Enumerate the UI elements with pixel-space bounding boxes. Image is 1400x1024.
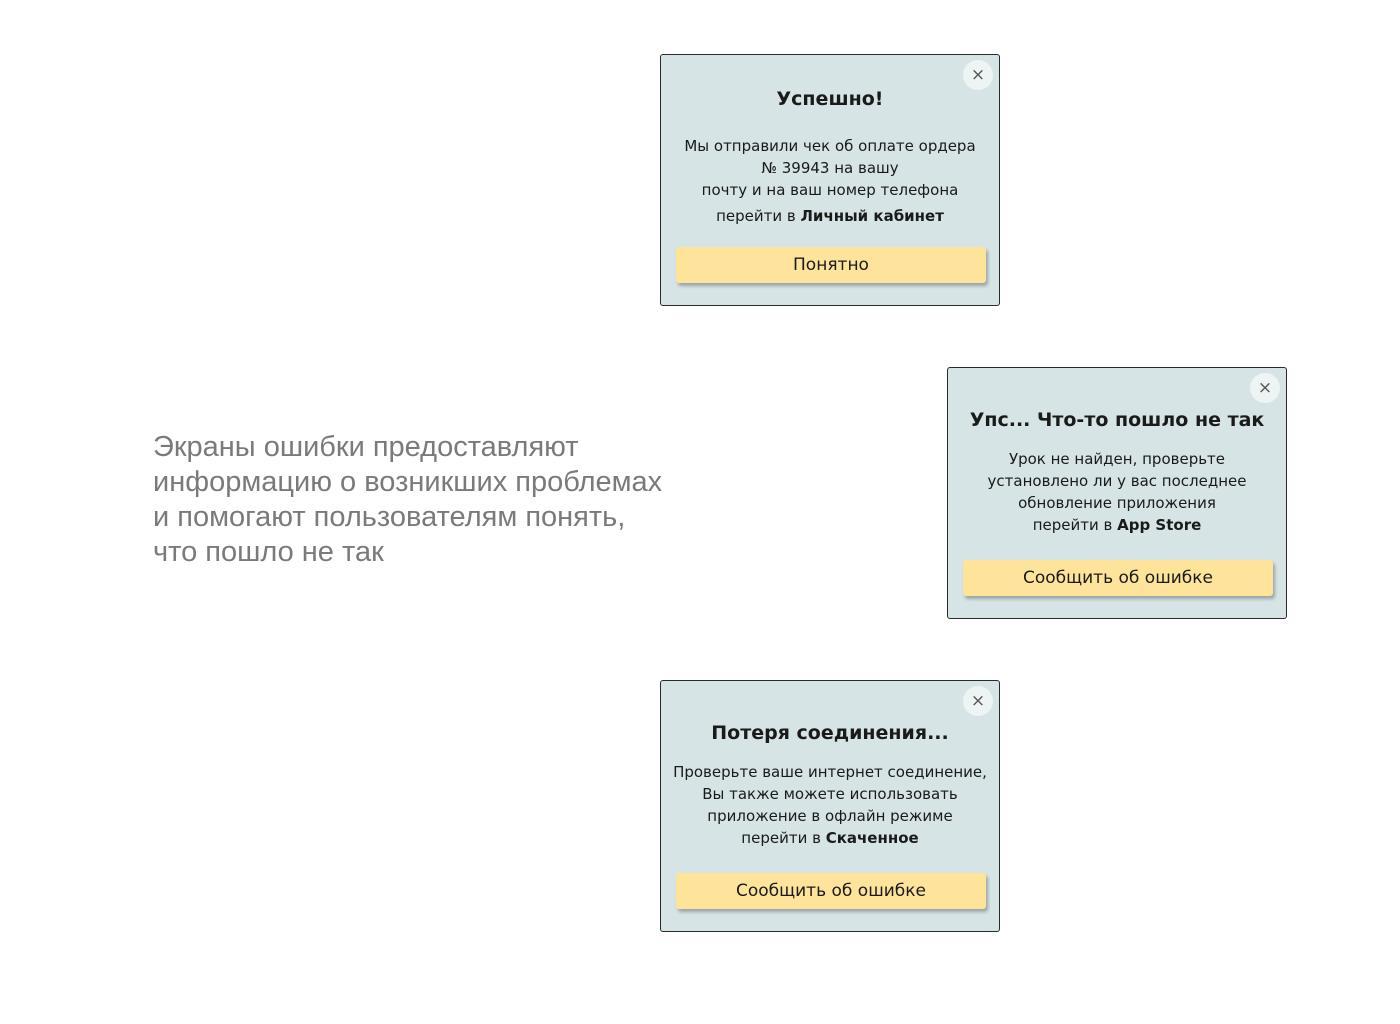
screen-caption bbox=[153, 430, 753, 570]
app-store-link[interactable]: App Store bbox=[1117, 516, 1202, 534]
close-icon[interactable]: × bbox=[963, 686, 993, 716]
account-link[interactable]: Личный кабинет bbox=[800, 207, 944, 225]
error-dialog bbox=[947, 367, 1287, 619]
close-icon[interactable]: × bbox=[963, 60, 993, 90]
link-row bbox=[661, 205, 999, 227]
link-row bbox=[661, 827, 999, 849]
message-line: Мы отправили чек об оплате ордера bbox=[684, 137, 976, 155]
success-dialog bbox=[660, 54, 1000, 306]
message-line: почту и на ваш номер телефона bbox=[701, 181, 959, 199]
report-error-button[interactable]: Сообщить об ошибке bbox=[676, 873, 986, 909]
dialog-message bbox=[661, 135, 999, 227]
downloads-link[interactable]: Скаченное bbox=[825, 829, 919, 847]
close-icon[interactable]: × bbox=[1250, 373, 1280, 403]
dialog-message bbox=[948, 448, 1286, 536]
caption-line: информацию о возникших проблемах bbox=[153, 466, 663, 498]
caption-line: Экраны ошибки предоставляют bbox=[153, 431, 579, 463]
message-line: Вы также можете использовать bbox=[702, 785, 958, 803]
ok-button[interactable]: Понятно bbox=[676, 247, 986, 283]
message-line: № 39943 на вашу bbox=[761, 159, 899, 177]
link-prefix: перейти в bbox=[716, 207, 801, 225]
message-line: обновление приложения bbox=[1018, 494, 1216, 512]
dialog-title: Потеря соединения... bbox=[711, 722, 949, 744]
link-row bbox=[948, 514, 1286, 536]
connection-lost-dialog bbox=[660, 680, 1000, 932]
message-line: Проверьте ваше интернет соединение, bbox=[673, 763, 987, 781]
link-prefix: перейти в bbox=[741, 829, 826, 847]
report-error-button[interactable]: Сообщить об ошибке bbox=[963, 560, 1273, 596]
dialog-title: Упс... Что-то пошло не так bbox=[969, 409, 1265, 431]
caption-line: и помогают пользователям понять, bbox=[153, 501, 626, 533]
caption-line: что пошло не так bbox=[153, 536, 384, 568]
dialog-message bbox=[661, 761, 999, 849]
message-line: установлено ли у вас последнее bbox=[987, 472, 1247, 490]
message-line: Урок не найден, проверьте bbox=[1008, 450, 1226, 468]
link-prefix: перейти в bbox=[1032, 516, 1118, 534]
dialog-title: Успешно! bbox=[776, 88, 884, 110]
message-line: приложение в офлайн режиме bbox=[707, 807, 953, 825]
